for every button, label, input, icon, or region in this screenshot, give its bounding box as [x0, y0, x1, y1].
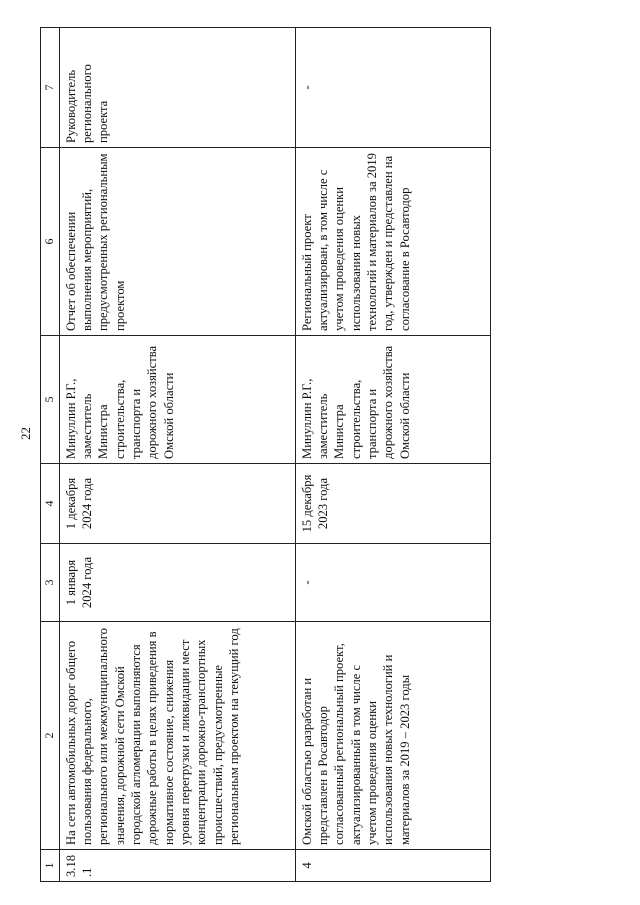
responsible-cell: Минуллин Р.Г., заместитель Министра строительства, транспорта и дорожного хозяйства Омской области: [59, 336, 295, 464]
row-number-cell: 4: [295, 850, 490, 882]
controller-cell: -: [295, 28, 490, 148]
start-date-cell: 1 января 2024 года: [59, 544, 295, 622]
controller-cell: Руководитель регионального проекта: [59, 28, 295, 148]
end-date-cell: 15 декабря 2023 года: [295, 464, 490, 544]
result-cell: Отчет об обеспечении выполнения мероприятий, предусмотренных региональным проектом: [59, 148, 295, 336]
header-cell: 2: [41, 622, 60, 850]
end-date-cell: 1 декабря 2024 года: [59, 464, 295, 544]
header-cell: 7: [41, 28, 60, 148]
header-cell: 3: [41, 544, 60, 622]
responsible-cell: Минуллин Р.Г., заместитель Министра строительства, транспорта и дорожного хозяйства Омской области: [295, 336, 490, 464]
start-date-cell: -: [295, 544, 490, 622]
project-table: [40, 27, 491, 882]
table-row: [295, 28, 490, 882]
header-cell: 5: [41, 336, 60, 464]
rotated-page-content: [40, 28, 482, 882]
header-cell: 4: [41, 464, 60, 544]
table-row: [59, 28, 295, 882]
table-header-row: [41, 28, 60, 882]
description-cell: На сети автомобильных дорог общего пользования федерального, регионального или межмуниципального значения, дорожной сети Омской городской агломерации выполняются дорожные работы в целях приведения в нормативное состояние, снижения уровня перегрузки и ликвидации мест концентрации дорожно-транспортных происшествий, предусмотренные региональным проектом на текущий год: [59, 622, 295, 850]
page-number: 22: [18, 427, 33, 440]
result-cell: Региональный проект актуализирован, в том числе с учетом проведения оценки использования новых технологий и материалов за 2019 год, утвержден и представлен на согласование в Росавтодор: [295, 148, 490, 336]
header-cell: 6: [41, 148, 60, 336]
row-number-cell: 3.18.1: [59, 850, 295, 882]
description-cell: Омской областью разработан и представлен в Росавтодор согласованный региональный проект, актуализированный в том числе с учетом проведения оценки использования новых технологий и материалов за 2019 – 2023 годы: [295, 622, 490, 850]
header-cell: 1: [41, 850, 60, 882]
